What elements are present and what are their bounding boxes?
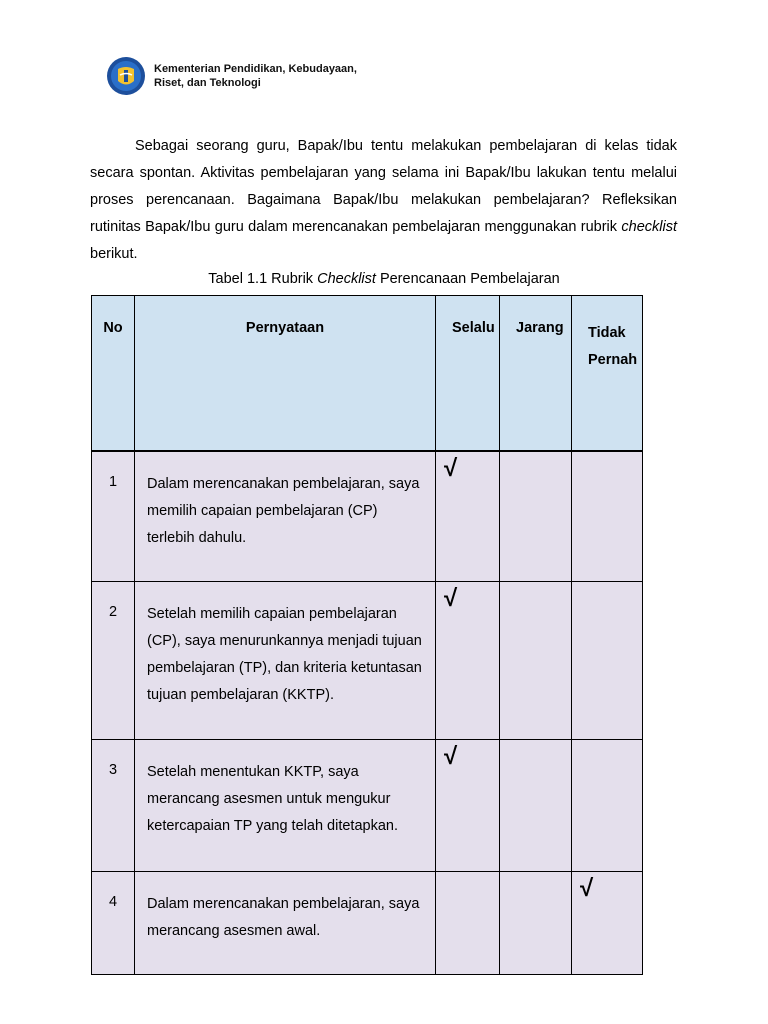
row-statement: Dalam merencanakan pembelajaran, saya memilih capaian pembelajaran (CP) terlebih dahulu. [135,451,436,582]
caption-prefix: Tabel 1.1 Rubrik [208,271,318,287]
checklist-table [91,295,643,975]
check-rarely-cell[interactable] [500,740,572,872]
header-never: Tidak Pernah [572,296,643,452]
check-rarely-cell[interactable] [500,451,572,582]
check-never-cell[interactable] [572,451,643,582]
table-header-row [92,296,643,452]
caption-italic: Checklist [317,271,376,287]
row-number: 3 [92,740,135,872]
row-number: 2 [92,582,135,740]
header-always: Selalu [436,296,500,452]
ministry-line-1: Kementerian Pendidikan, Kebudayaan, [154,63,357,75]
table-row [92,740,643,872]
ministry-logo-icon [106,55,146,97]
paragraph-end: berikut. [90,246,138,262]
check-never-cell[interactable] [572,740,643,872]
paragraph-italic-term: checklist [621,219,677,235]
row-statement: Setelah memilih capaian pembelajaran (CP), saya menurunkannya menjadi tujuan pembelajaran (TP), dan kriteria ketuntasan tujuan pembelajaran (KKTP). [135,582,436,740]
row-number: 1 [92,451,135,582]
check-always-cell[interactable]: √ [436,451,500,582]
check-never-cell[interactable] [572,582,643,740]
header-no: No [92,296,135,452]
table-row [92,872,643,975]
ministry-name [154,62,357,90]
table-caption [0,269,768,289]
intro-paragraph [90,133,677,268]
table-row [92,582,643,740]
row-number: 4 [92,872,135,975]
document-header [106,55,357,97]
table-row [92,451,643,582]
header-statement: Pernyataan [135,296,436,452]
check-always-cell[interactable]: √ [436,582,500,740]
check-rarely-cell[interactable] [500,582,572,740]
header-rarely: Jarang [500,296,572,452]
row-statement: Setelah menentukan KKTP, saya merancang asesmen untuk mengukur ketercapaian TP yang telah ditetapkan. [135,740,436,872]
row-statement: Dalam merencanakan pembelajaran, saya merancang asesmen awal. [135,872,436,975]
check-always-cell[interactable]: √ [436,740,500,872]
paragraph-text: Sebagai seorang guru, Bapak/Ibu tentu melakukan pembelajaran di kelas tidak secara spontan. Aktivitas pembelajaran yang selama ini Bapak/Ibu lakukan tentu melalui proses perencanaan. Bagaimana Bapak/Ibu melakukan pembelajaran? Refleksikan rutinitas Bapak/Ibu guru dalam merencanakan pembelajaran menggunakan rubrik [90,138,677,235]
check-never-cell[interactable]: √ [572,872,643,975]
check-rarely-cell[interactable] [500,872,572,975]
caption-suffix: Perencanaan Pembelajaran [375,271,560,287]
check-always-cell[interactable] [436,872,500,975]
ministry-line-2: Riset, dan Teknologi [154,77,261,89]
